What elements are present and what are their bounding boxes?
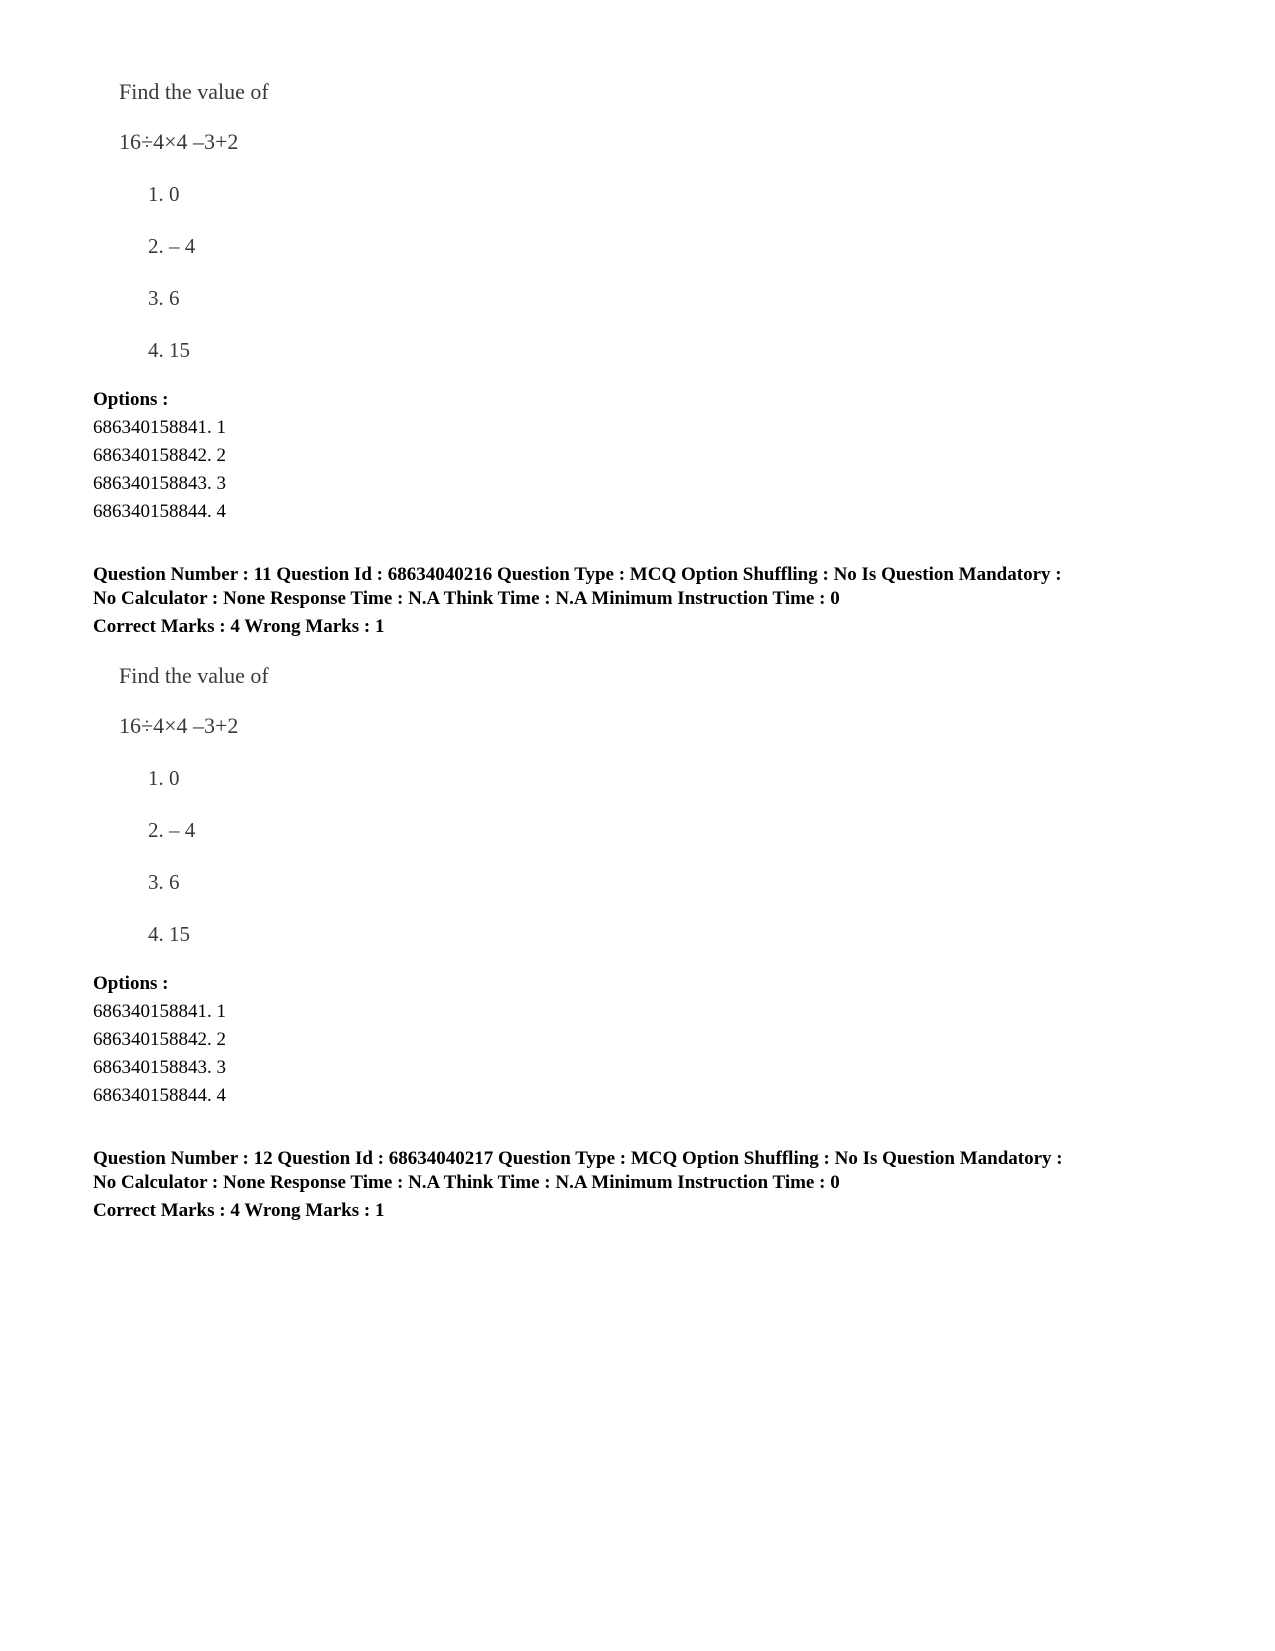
question-expression: 16÷4×4 –3+2 — [119, 713, 239, 738]
question-image — [93, 76, 493, 376]
option-item: 686340158842. 2 — [93, 1029, 226, 1050]
option-item: 686340158843. 3 — [93, 473, 226, 494]
question-meta-line: No Calculator : None Response Time : N.A Think Time : N.A Minimum Instruction Time : 0 — [93, 1172, 840, 1193]
question-marks: Correct Marks : 4 Wrong Marks : 1 — [93, 616, 385, 637]
options-list — [93, 386, 226, 526]
option-item: 686340158844. 4 — [93, 501, 226, 522]
question-expression: 16÷4×4 –3+2 — [119, 129, 239, 154]
question-choice: 3. 6 — [148, 286, 180, 310]
options-heading: Options : — [93, 973, 169, 994]
question-marks: Correct Marks : 4 Wrong Marks : 1 — [93, 1200, 385, 1221]
options-heading: Options : — [93, 389, 169, 410]
option-item: 686340158841. 1 — [93, 1001, 226, 1022]
question-choice: 1. 0 — [148, 182, 180, 206]
option-item: 686340158841. 1 — [93, 417, 226, 438]
option-item: 686340158842. 2 — [93, 445, 226, 466]
question-header — [93, 1147, 1193, 1223]
question-choice: 2. – 4 — [148, 818, 196, 842]
question-meta-line: Question Number : 11 Question Id : 68634040216 Question Type : MCQ Option Shuffling : No Is Question Mandatory : — [93, 564, 1062, 585]
question-choice: 2. – 4 — [148, 234, 196, 258]
question-choice: 1. 0 — [148, 766, 180, 790]
question-prompt: Find the value of — [119, 79, 269, 104]
options-list — [93, 970, 226, 1110]
option-item: 686340158843. 3 — [93, 1057, 226, 1078]
question-meta-line: Question Number : 12 Question Id : 68634040217 Question Type : MCQ Option Shuffling : No Is Question Mandatory : — [93, 1148, 1063, 1169]
question-choice: 3. 6 — [148, 870, 180, 894]
question-meta-line: No Calculator : None Response Time : N.A Think Time : N.A Minimum Instruction Time : 0 — [93, 588, 840, 609]
question-header — [93, 563, 1193, 639]
question-choice: 4. 15 — [148, 922, 190, 946]
question-prompt: Find the value of — [119, 663, 269, 688]
question-choice: 4. 15 — [148, 338, 190, 362]
option-item: 686340158844. 4 — [93, 1085, 226, 1106]
question-image — [93, 660, 493, 960]
